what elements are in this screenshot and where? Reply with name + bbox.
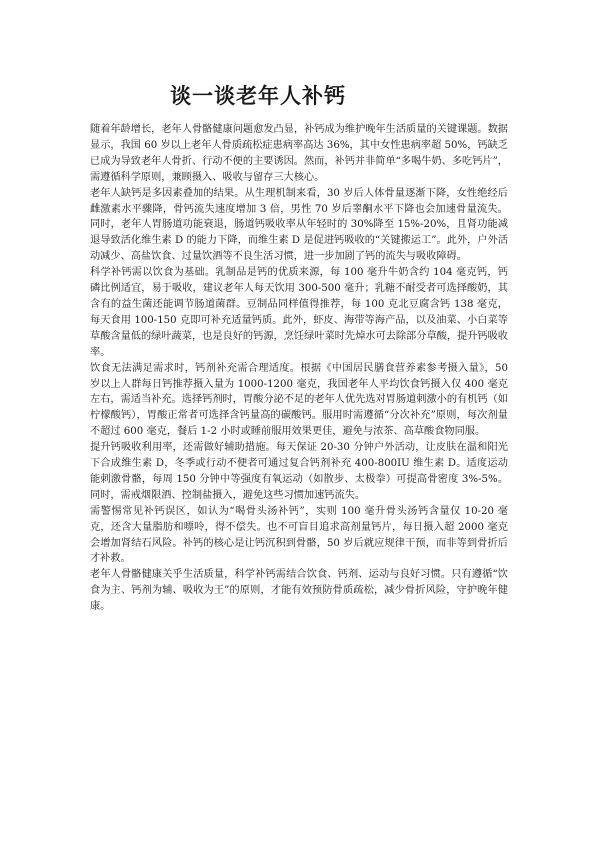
- paragraph-conclusion: 老年人骨骼健康关乎生活质量，科学补钙需结合饮食、钙剂、运动与良好习惯。只有遵循“饮食为主、钙剂为辅、吸收为王”的原则，才能有效预防骨质疏松，减少骨折风险，守护晚年健康。: [90, 569, 508, 613]
- document-title: 谈一谈老年人补钙: [170, 84, 346, 108]
- paragraph-misconceptions: 需警惕常见补钙误区，如认为“喝骨头汤补钙”，实则 100 毫升骨头汤钙含量仅 10-20 毫克，还含大量脂肪和嘌呤，得不偿失。也不可盲目追求高剂量钙片，每日摄入超 2000 毫克会增加肾结石风险。补钙的核心是让钙沉积到骨骼，50 岁后就应规律干预，而非等到骨折后才补救。: [90, 505, 508, 565]
- document-body: [90, 122, 508, 615]
- paragraph-causes: 老年人缺钙是多因素叠加的结果。从生理机制来看，30 岁后人体骨量逐渐下降，女性绝经后雌激素水平骤降，骨钙流失速度增加 3 倍，男性 70 岁后睾酮水平下降也会加速骨量流失。同时，老年人胃肠道功能衰退，肠道钙吸收率从年轻时的 30%降至 15%-20%，且肾功能减退导致活化维生素 D 的能力下降，而维生素 D 是促进钙吸收的“关键搬运工”。此外，户外活动减少、高盐饮食、过量饮酒等不良生活习惯，进一步加剧了钙的流失与吸收障碍。: [90, 187, 508, 263]
- paragraph-supplements: 饮食无法满足需求时，钙剂补充需合理适度。根据《中国居民膳食营养素参考摄入量》，50 岁以上人群每日钙推荐摄入量为 1000-1200 毫克，我国老年人平均饮食钙摄入仅 400 毫克左右，需适当补充。选择钙剂时，胃酸分泌不足的老年人优先选对胃肠道刺激小的有机钙（如柠檬酸钙），胃酸正常者可选择含钙量高的碳酸钙。服用时需遵循“分次补充”原则，每次剂量不超过 600 毫克，餐后 1-2 小时或睡前服用效果更佳，避免与浓茶、高草酸食物同服。: [90, 362, 508, 438]
- paragraph-diet: 科学补钙需以饮食为基础。乳制品是钙的优质来源，每 100 毫升牛奶含约 104 毫克钙，钙磷比例适宜，易于吸收，建议老年人每天饮用 300-500 毫升；乳糖不耐受者可选择酸奶，其含有的益生菌还能调节肠道菌群。豆制品同样值得推荐，每 100 克北豆腐含钙 138 毫克，每天食用 100-150 克即可补充适量钙质。此外，虾皮、海带等海产品，以及油菜、小白菜等草酸含量低的绿叶蔬菜，也是良好的钙源，烹饪绿叶菜时先焯水可去除部分草酸，提升钙吸收率。: [90, 267, 508, 358]
- paragraph-intro: 随着年龄增长，老年人骨骼健康问题愈发凸显，补钙成为维护晚年生活质量的关键课题。数据显示，我国 60 岁以上老年人骨质疏松症患病率高达 36%，其中女性患病率超 50%，钙缺乏已成为导致老年人骨折、行动不便的主要诱因。然而，补钙并非简单“多喝牛奶、多吃钙片”，需遵循科学原则，兼顾摄入、吸收与留存三大核心。: [90, 124, 508, 183]
- paragraph-absorption: 提升钙吸收利用率，还需做好辅助措施。每天保证 20-30 分钟户外活动，让皮肤在温和阳光下合成维生素 D，冬季或行动不便者可通过复合钙剂补充 400-800IU 维生素 D。适度运动能刺激骨骼，每周 150 分钟中等强度有氧运动（如散步、太极拳）可提高骨密度 3%-5%。同时，需戒烟限酒、控制盐摄入，避免这些习惯加速钙流失。: [90, 442, 508, 501]
